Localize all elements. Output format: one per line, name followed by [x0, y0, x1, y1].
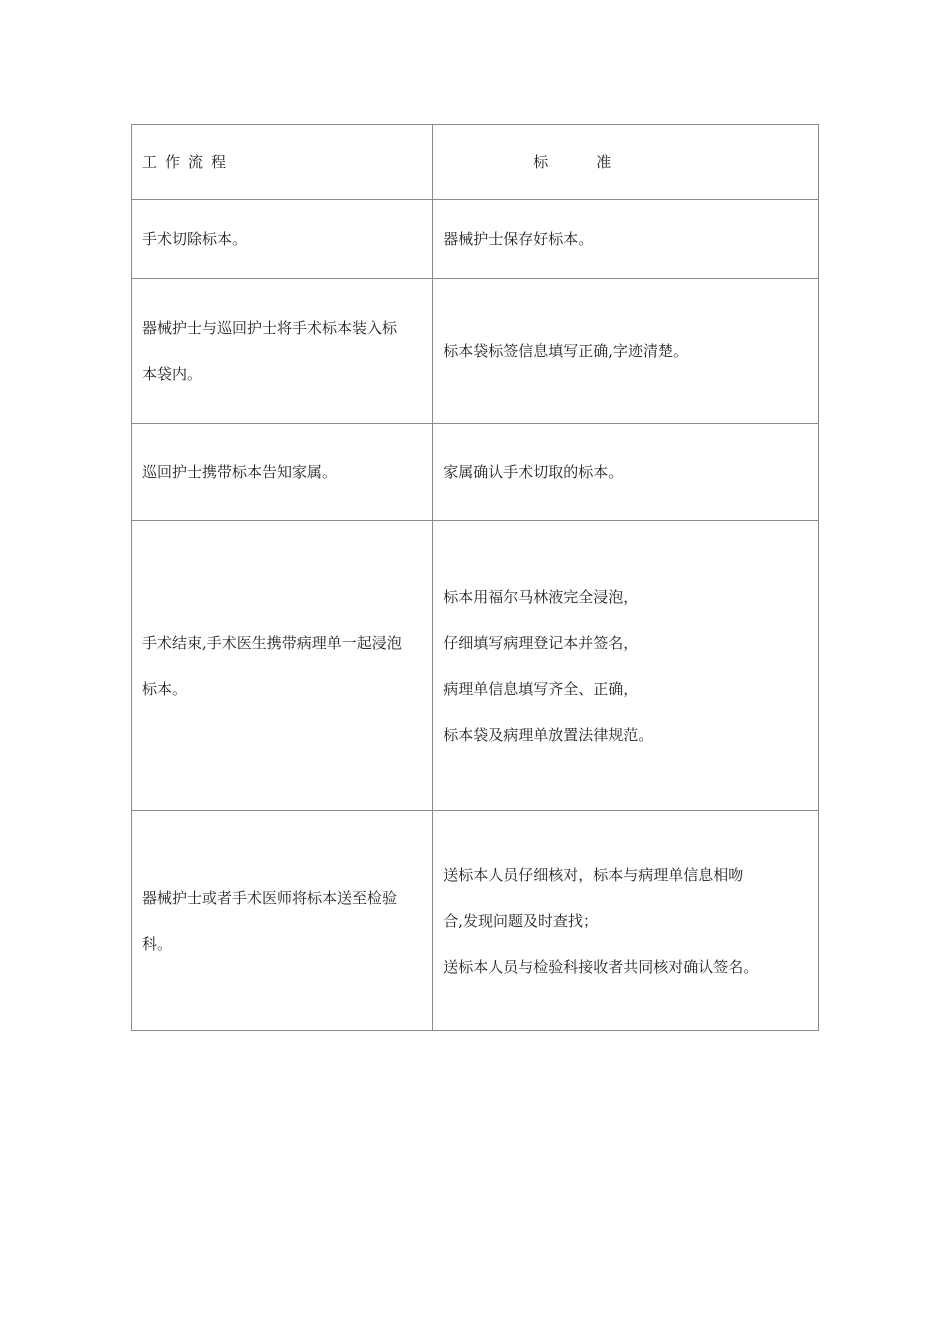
table-row — [132, 811, 819, 1031]
row-1-step — [132, 200, 433, 279]
table-row — [132, 424, 819, 521]
workflow-table — [131, 124, 819, 1031]
row-5-step-line-2: 科。 — [142, 934, 173, 953]
table-row — [132, 200, 819, 279]
row-2-standard-line-1: 标本袋标签信息填写正确,字迹清楚。 — [443, 341, 688, 360]
table-row — [132, 279, 819, 424]
row-1-standard — [433, 200, 819, 279]
table-row — [132, 521, 819, 811]
row-3-standard-line-1: 家属确认手术切取的标本。 — [443, 462, 624, 481]
row-3-step — [132, 424, 433, 521]
row-2-step — [132, 279, 433, 424]
row-5-step — [132, 811, 433, 1031]
row-2-standard — [433, 279, 819, 424]
row-4-step-line-1: 手术结束,手术医生携带病理单一起浸泡 — [142, 633, 402, 652]
header-standard-char-1: 标 — [533, 152, 549, 171]
row-2-step-line-1: 器械护士与巡回护士将手术标本装入标 — [142, 319, 398, 337]
header-standard — [433, 125, 819, 200]
row-4-step — [132, 521, 433, 811]
row-4-step-line-2: 标本。 — [142, 679, 188, 698]
row-5-standard-line-2: 合,发现问题及时查找； — [443, 911, 598, 930]
header-standard-char-2: 准 — [596, 152, 612, 171]
header-workflow: 工作流程 — [132, 125, 433, 200]
row-4-standard-line-1: 标本用福尔马林液完全浸泡， — [443, 587, 639, 606]
row-4-standard-line-4: 标本袋及病理单放置法律规范。 — [443, 725, 654, 744]
row-1-step-line-1: 手术切除标本。 — [142, 229, 248, 248]
row-5-standard-line-1: 送标本人员仔细核对，标本与病理单信息相吻 — [443, 865, 744, 884]
table-header-row — [132, 125, 819, 200]
row-5-step-line-1: 器械护士或者手术医师将标本送至检验 — [142, 888, 398, 907]
row-5-standard-line-3: 送标本人员与检验科接收者共同核对确认签名。 — [443, 957, 759, 976]
row-2-step-line-2: 本袋内。 — [142, 365, 203, 383]
row-5-standard — [433, 811, 819, 1031]
row-4-standard-line-3: 病理单信息填写齐全、正确， — [443, 679, 639, 698]
row-3-standard — [433, 424, 819, 521]
row-4-standard — [433, 521, 819, 811]
row-3-step-line-1: 巡回护士携带标本告知家属。 — [142, 462, 338, 481]
row-4-standard-line-2: 仔细填写病理登记本并签名， — [443, 633, 639, 652]
row-1-standard-line-1: 器械护士保存好标本。 — [443, 229, 594, 248]
